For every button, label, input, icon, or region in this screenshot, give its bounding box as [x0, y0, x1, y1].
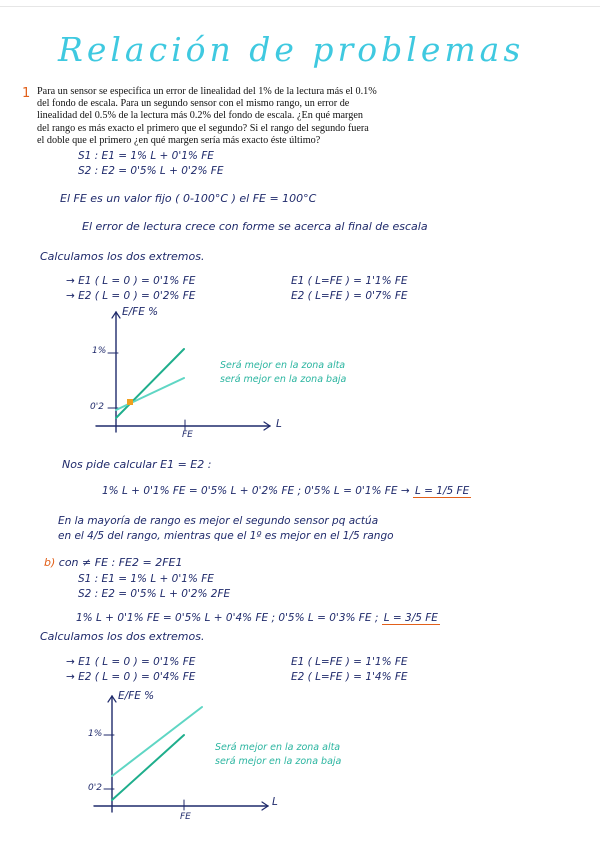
graph-a-y-label: E/FE % — [122, 306, 159, 318]
sensor2-equation-b: S2 : E2 = 0'5% L + 0'2% 2FE — [78, 588, 231, 600]
graph-b-y-tick-high: 1% — [88, 729, 103, 739]
conclusion-a-line1: En la mayoría de rango es mejor el segundo sensor pq actúa — [58, 515, 379, 527]
ask-equal: Nos pide calcular E1 = E2 : — [62, 458, 212, 471]
fe-note: El FE es un valor fijo ( 0-100°C ) el FE = 100°C — [60, 192, 317, 205]
graph-b-line-e2 — [112, 707, 202, 776]
graph-a-intersection-marker — [127, 399, 133, 405]
graph-a-x-tick: FE — [182, 430, 193, 440]
sensor1-equation: S1 : E1 = 1% L + 0'1% FE — [78, 150, 214, 162]
part-b-label: b) — [44, 556, 56, 569]
part-b-condition: con ≠ FE : FE2 = 2FE1 — [58, 556, 183, 569]
sensor1-equation-b: S1 : E1 = 1% L + 0'1% FE — [78, 573, 214, 585]
extremes-label-a: Calculamos los dos extremos. — [40, 250, 205, 263]
graph-a-note-low: será mejor en la zona baja — [220, 374, 347, 385]
graph-a-y-tick-high: 1% — [92, 346, 107, 356]
e1-high-a: E1 ( L=FE ) = 1'1% FE — [291, 275, 408, 287]
e1-high-b: E1 ( L=FE ) = 1'1% FE — [291, 656, 408, 668]
e1-low-b: → E1 ( L = 0 ) = 0'1% FE — [66, 656, 196, 668]
extremes-label-b: Calculamos los dos extremos. — [40, 630, 205, 643]
sensor2-equation: S2 : E2 = 0'5% L + 0'2% FE — [78, 165, 224, 177]
error-note: El error de lectura crece con forme se acerca al final de escala — [82, 220, 428, 233]
page-title: Relación de problemas — [58, 30, 525, 69]
conclusion-a-line2: en el 4/5 del rango, mientras que el 1º es mejor en el 1/5 rango — [58, 530, 394, 542]
graph-a-x-label: L — [276, 418, 282, 430]
graph-b-x-tick: FE — [180, 812, 191, 822]
graph-a-note-high: Será mejor en la zona alta — [220, 360, 346, 371]
graph-a — [96, 312, 270, 432]
graph-b — [94, 696, 268, 812]
graph-b-y-tick-low: 0'2 — [88, 783, 102, 793]
graph-b-y-label: E/FE % — [118, 690, 155, 702]
graph-b-note-low: será mejor en la zona baja — [215, 756, 342, 767]
problem-number: 1 — [22, 86, 31, 101]
e2-low-a: → E2 ( L = 0 ) = 0'2% FE — [66, 290, 196, 302]
graph-b-x-label: L — [272, 796, 278, 808]
e1-low-a: → E1 ( L = 0 ) = 0'1% FE — [66, 275, 196, 287]
equation-main-a-text: 1% L + 0'1% FE = 0'5% L + 0'2% FE ; 0'5% L = 0'1% FE → — [102, 485, 410, 497]
equation-result-a: L = 1/5 FE — [414, 485, 470, 497]
graph-b-note-high: Será mejor en la zona alta — [215, 742, 341, 753]
equation-main-b-text: 1% L + 0'1% FE = 0'5% L + 0'4% FE ; 0'5% L = 0'3% FE ; — [76, 612, 379, 624]
graph-a-y-tick-low: 0'2 — [90, 402, 104, 412]
equation-result-b: L = 3/5 FE — [383, 612, 438, 624]
e2-high-b: E2 ( L=FE ) = 1'4% FE — [291, 671, 408, 683]
e2-low-b: → E2 ( L = 0 ) = 0'4% FE — [66, 671, 196, 683]
problem-statement: Para un sensor se especifica un error de linealidad del 1% de la lectura más el 0.1% del fondo de escala. Para un segundo sensor con el mismo rango, un error de linealidad del 0.5% de la lectura más 0.2% del fondo de escala. ¿En qué margen del rango es más exacto el primero que el segundo? Si el rango del segundo fuera el doble que el primero ¿en qué margen sería más exacto éste último? — [37, 86, 377, 146]
e2-high-a: E2 ( L=FE ) = 0'7% FE — [291, 290, 408, 302]
